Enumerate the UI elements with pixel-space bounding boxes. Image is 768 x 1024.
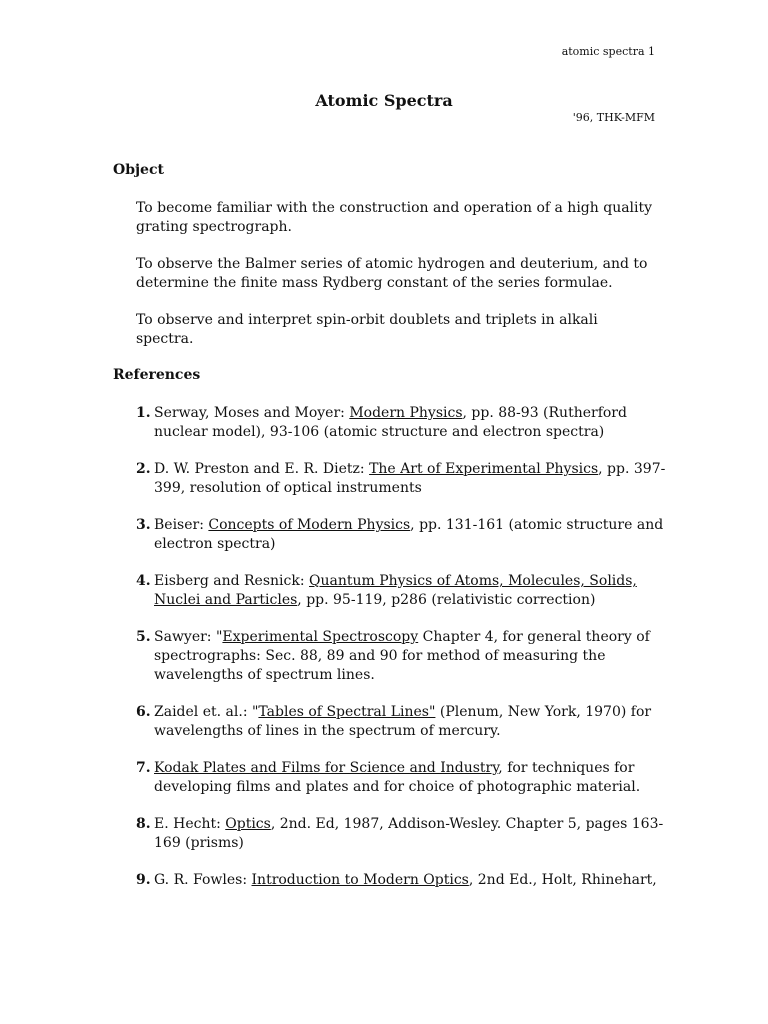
- reference-number: 3.: [136, 517, 151, 533]
- reference-number: 2.: [136, 461, 151, 477]
- reference-author: Sawyer: ": [154, 629, 223, 645]
- reference-author: Beiser:: [154, 517, 209, 533]
- reference-details: , pp. 95-119, p286 (relativistic correction): [297, 592, 596, 608]
- reference-item: [136, 516, 666, 554]
- reference-title: Quantum Physics of Atoms, Molecules, Solids, Nuclei and Particles: [154, 573, 637, 608]
- reference-title: The Art of Experimental Physics: [369, 461, 599, 477]
- object-heading: Object: [113, 162, 164, 178]
- reference-number: 8.: [136, 816, 151, 832]
- object-paragraph: To become familiar with the construction and operation of a high quality grating spectrograph.: [136, 200, 653, 235]
- reference-item: [136, 404, 666, 442]
- reference-number: 1.: [136, 405, 151, 421]
- reference-number: 7.: [136, 760, 151, 776]
- reference-title: Experimental Spectroscopy: [222, 629, 419, 645]
- reference-author: G. R. Fowles:: [154, 872, 252, 888]
- reference-item: [136, 759, 666, 797]
- reference-details: , 2nd. Ed, 1987, Addison-Wesley. Chapter 5, pages 163-169 (prisms): [154, 816, 664, 851]
- reference-details: , 2nd Ed., Holt, Rhinehart,: [468, 872, 657, 888]
- reference-title: Introduction to Modern Optics: [251, 872, 469, 888]
- object-paragraph: To observe the Balmer series of atomic hydrogen and deuterium, and to determine the finite mass Rydberg constant of the series formulae.: [136, 256, 648, 291]
- running-header: atomic spectra 1: [561, 45, 655, 58]
- reference-title: Kodak Plates and Films for Science and Industry: [154, 760, 499, 776]
- reference-author: Eisberg and Resnick:: [154, 573, 310, 589]
- reference-author: E. Hecht:: [154, 816, 226, 832]
- reference-details: , for techniques for developing films and plates and for choice of photographic material.: [154, 760, 641, 795]
- reference-item: [136, 572, 666, 610]
- reference-item: [136, 628, 666, 685]
- reference-item: [136, 703, 666, 741]
- page-title: Atomic Spectra: [315, 91, 453, 110]
- object-paragraph: To observe and interpret spin-orbit doublets and triplets in alkali spectra.: [136, 312, 598, 347]
- reference-details: Chapter 4, for general theory of spectrographs: Sec. 88, 89 and 90 for method of measuring the wavelengths of spectrum lines.: [154, 629, 650, 683]
- reference-item: [136, 815, 666, 853]
- reference-number: 6.: [136, 704, 151, 720]
- reference-details: , pp. 88-93 (Rutherford nuclear model), 93-106 (atomic structure and electron spectra): [154, 405, 627, 440]
- reference-author: D. W. Preston and E. R. Dietz:: [154, 461, 370, 477]
- reference-number: 9.: [136, 872, 151, 888]
- reference-title: Tables of Spectral Lines": [258, 704, 436, 720]
- reference-title: Modern Physics: [349, 405, 463, 421]
- reference-author: Zaidel et. al.: ": [154, 704, 259, 720]
- reference-title: Concepts of Modern Physics: [208, 517, 411, 533]
- reference-item: [136, 871, 666, 890]
- reference-title: Optics: [225, 816, 271, 832]
- reference-details: , pp. 397-399, resolution of optical instruments: [154, 461, 666, 496]
- reference-details: , pp. 131-161 (atomic structure and electron spectra): [154, 517, 664, 552]
- reference-number: 4.: [136, 573, 151, 589]
- references-heading: References: [113, 367, 201, 383]
- reference-number: 5.: [136, 629, 151, 645]
- author-credit: '96, THK-MFM: [572, 111, 655, 124]
- reference-item: [136, 460, 666, 498]
- reference-details: (Plenum, New York, 1970) for wavelengths of lines in the spectrum of mercury.: [154, 704, 652, 739]
- reference-author: Serway, Moses and Moyer:: [154, 405, 350, 421]
